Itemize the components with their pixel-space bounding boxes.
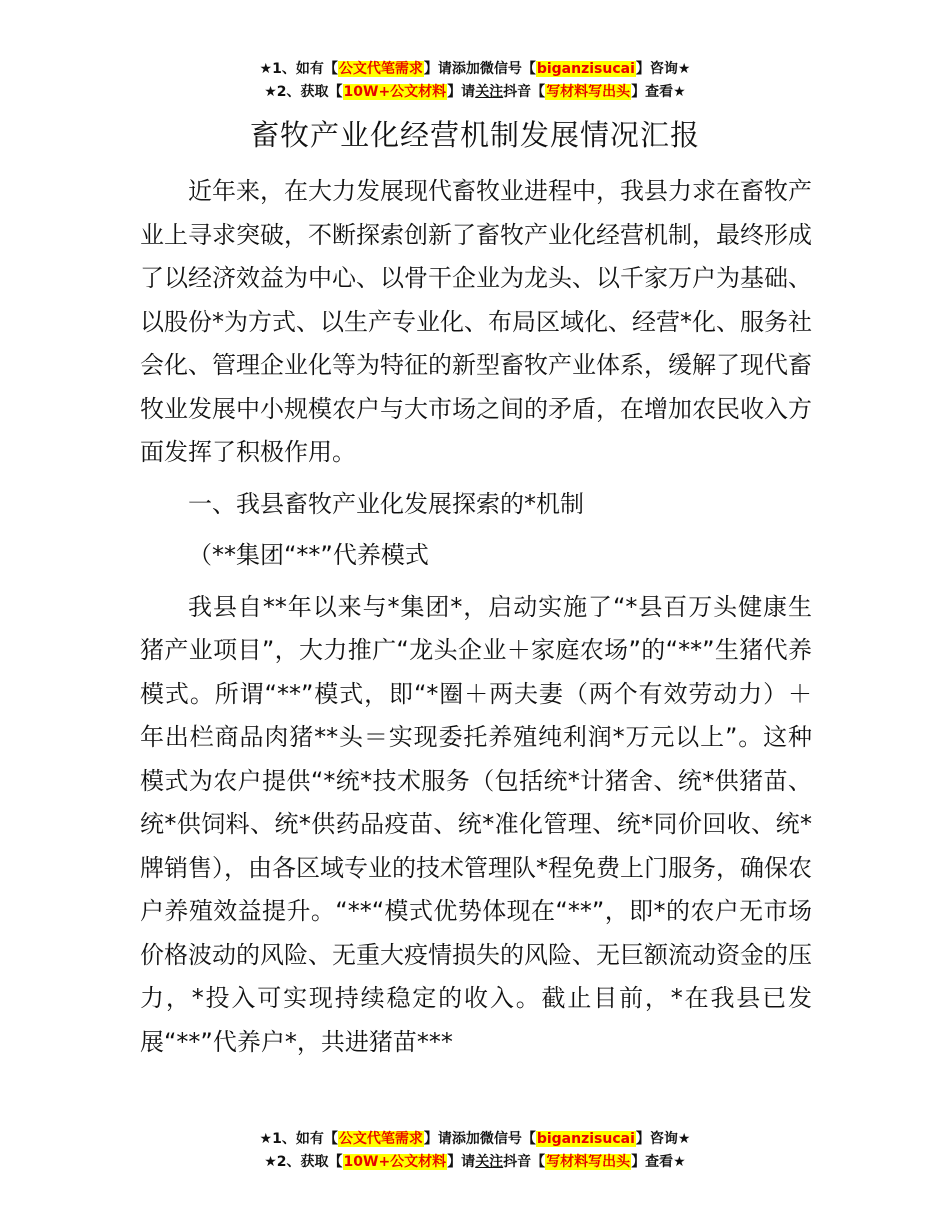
banner-line-2: ★2、获取【10W+公文材料】请关注抖音【写材料写出头】查看★ xyxy=(264,84,686,100)
banner-line-1: ★1、如有【公文代笔需求】请添加微信号【biganzisucai】咨询★ xyxy=(259,1131,691,1147)
highlight-douyin-id: 写材料写出头 xyxy=(546,1154,631,1170)
highlight-materials: 10W+公文材料 xyxy=(343,84,447,100)
highlight-service: 公文代笔需求 xyxy=(338,61,423,77)
footer-banner xyxy=(0,1128,950,1174)
banner-line-2: ★2、获取【10W+公文材料】请关注抖音【写材料写出头】查看★ xyxy=(264,1154,686,1170)
header-banner xyxy=(0,58,950,104)
highlight-service: 公文代笔需求 xyxy=(338,1131,423,1147)
intro-paragraph: 近年来，在大力发展现代畜牧业进程中，我县力求在畜牧产业上寻求突破，不断探索创新了畜牧产业化经营机制，最终形成了以经济效益为中心、以骨干企业为龙头、以千家万户为基础、以股份*为方式、以生产专业化、布局区域化、经营*化、服务社会化、管理企业化等为特征的新型畜牧产业体系，缓解了现代畜牧业发展中小规模农户与大市场之间的矛盾，在增加农民收入方面发挥了积极作用。 xyxy=(140,177,812,466)
section-heading: 一、我县畜牧产业化发展探索的*机制 xyxy=(188,489,584,518)
highlight-wechat-id: biganzisucai xyxy=(536,1131,635,1147)
highlight-douyin-id: 写材料写出头 xyxy=(546,84,631,100)
highlight-wechat-id: biganzisucai xyxy=(536,61,635,77)
subsection-heading: （**集团“**”代养模式 xyxy=(188,541,429,569)
body-paragraph: 我县自**年以来与*集团*，启动实施了“*县百万头健康生猪产业项目”，大力推广“龙头企业＋家庭农场”的“**”生猪代养模式。所谓“**”模式，即“*圈＋两夫妻（两个有效劳动力）＋年出栏商品肉猪**头＝实现委托养殖纯利润*万元以上”。这种模式为农户提供“*统*技术服务（包括统*计猪舍、统*供猪苗、统*供饲料、统*供药品疫苗、统*准化管理、统*同价回收、统*牌销售），由各区域专业的技术管理队*程免费上门服务，确保农户养殖效益提升。“**“模式优势体现在“**”，即*的农户无市场价格波动的风险、无重大疫情损失的风险、无巨额流动资金的压力，*投入可实现持续稳定的收入。截止目前，*在我县已发展“**”代养户*，共进猪苗*** xyxy=(140,592,812,1056)
highlight-materials: 10W+公文材料 xyxy=(343,1154,447,1170)
document-title: 畜牧产业化经营机制发展情况汇报 xyxy=(249,118,700,152)
banner-line-1: ★1、如有【公文代笔需求】请添加微信号【biganzisucai】咨询★ xyxy=(259,61,691,77)
document-body xyxy=(140,170,812,1064)
